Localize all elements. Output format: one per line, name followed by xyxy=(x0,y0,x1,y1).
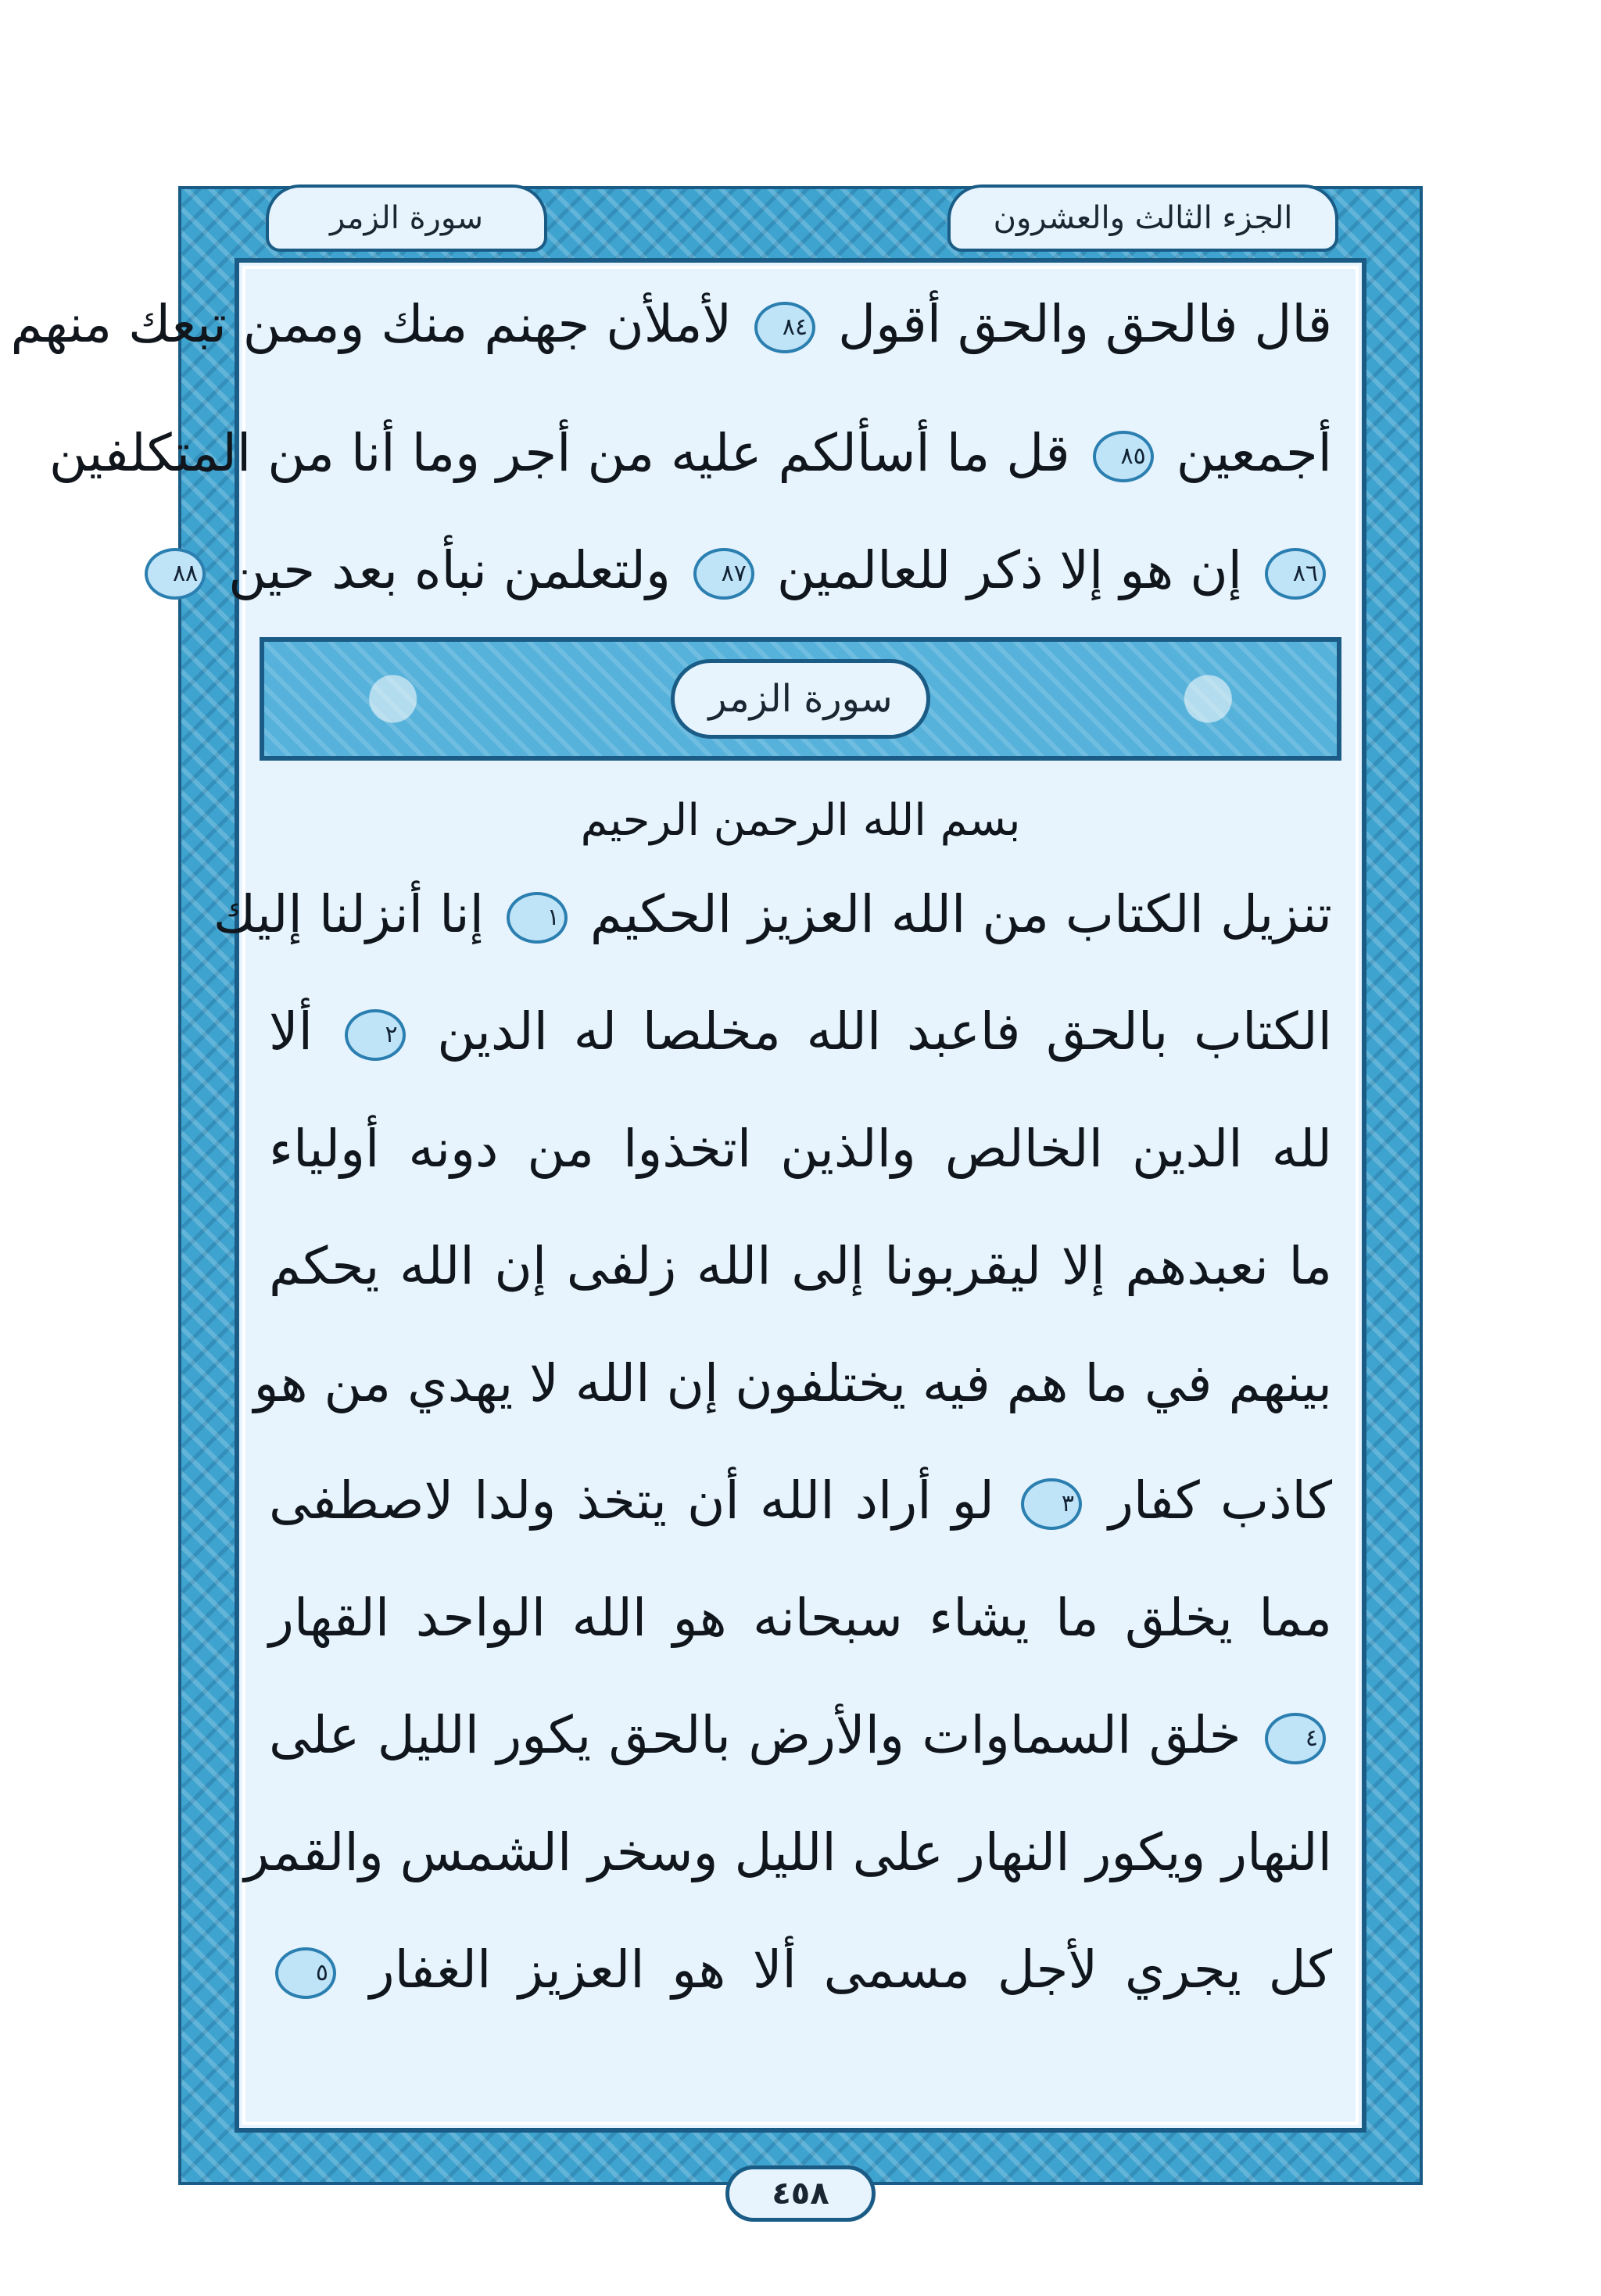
verse-text: ألا xyxy=(269,1001,313,1062)
ayah-marker: ٨٦ xyxy=(1265,548,1326,600)
ayah-marker: ٣ xyxy=(1021,1478,1082,1530)
ayah-marker: ٢ xyxy=(345,1009,406,1061)
verse-text: بينهم في ما هم فيه يختلفون إن الله لا يهدي من هو xyxy=(253,1353,1332,1413)
verse-line xyxy=(172,524,1332,618)
verse-line xyxy=(244,1806,1332,1900)
surah-title: سورة الزمر xyxy=(708,677,893,721)
surah-title-banner xyxy=(260,637,1341,761)
ayah-marker: ٥ xyxy=(275,1947,336,1999)
verse-line xyxy=(10,278,1332,371)
verse-line xyxy=(213,868,1332,962)
verse-text: إن هو إلا ذكر للعالمين xyxy=(776,540,1243,600)
verse-text: لو أراد الله أن يتخذ ولدا لاصطفى xyxy=(269,1470,994,1531)
ayah-marker: ٨٤ xyxy=(754,302,815,353)
verse-line xyxy=(253,1337,1332,1431)
verse-text: كل يجري لأجل مسمى ألا هو العزيز الغفار xyxy=(369,1940,1332,2000)
verse-text: تنزيل الكتاب من الله العزيز الحكيم xyxy=(589,884,1332,944)
verse-text: مما يخلق ما يشاء سبحانه هو الله الواحد القهار xyxy=(269,1588,1332,1648)
juz-label-text: الجزء الثالث والعشرون xyxy=(993,200,1293,236)
verse-text: قل ما أسألكم عليه من أجر وما أنا من المتكلفين xyxy=(48,423,1070,483)
verse-text: كاذب كفار xyxy=(1109,1470,1332,1531)
verse-text: لله الدين الخالص والذين اتخذوا من دونه أولياء xyxy=(269,1119,1332,1179)
basmala: بسم الله الرحمن الرحيم xyxy=(580,795,1021,846)
verse-line xyxy=(269,1220,1332,1313)
verse-line xyxy=(269,1923,1332,2017)
verse-text: الكتاب بالحق فاعبد الله مخلصا له الدين xyxy=(437,1001,1332,1062)
verse-text: ولتعلمن نبأه بعد حين xyxy=(228,540,671,600)
ayah-marker: ٨٨ xyxy=(145,548,206,600)
ayah-marker: ٤ xyxy=(1265,1713,1326,1764)
verse-line xyxy=(269,1102,1332,1196)
verse-line xyxy=(48,407,1332,500)
verse-text: ما نعبدهم إلا ليقربونا إلى الله زلفى إن الله يحكم xyxy=(269,1236,1332,1296)
page-number xyxy=(725,2165,876,2222)
verse-line xyxy=(269,1454,1332,1548)
verse-line xyxy=(269,985,1332,1079)
ayah-marker: ١ xyxy=(507,892,568,944)
surah-label xyxy=(266,184,547,252)
ayah-marker: ٨٧ xyxy=(693,548,754,600)
verse-text: إنا أنزلنا إليك xyxy=(213,884,484,944)
juz-label xyxy=(947,184,1338,252)
surah-title-cartouche xyxy=(671,659,930,739)
surah-label-text: سورة الزمر xyxy=(329,200,484,236)
verse-text: خلق السماوات والأرض بالحق يكور الليل على xyxy=(269,1705,1241,1765)
verse-text: النهار ويكور النهار على الليل وسخر الشمس والقمر xyxy=(244,1822,1332,1882)
verse-line xyxy=(269,1689,1332,1782)
ayah-marker: ٨٥ xyxy=(1093,431,1154,482)
page-number-text: ٤٥٨ xyxy=(772,2176,829,2212)
verse-text: لأملأن جهنم منك وممن تبعك منهم xyxy=(10,294,732,354)
verse-text: أجمعين xyxy=(1176,423,1332,483)
verse-text: قال فالحق والحق أقول xyxy=(838,294,1332,354)
verse-line xyxy=(269,1571,1332,1665)
